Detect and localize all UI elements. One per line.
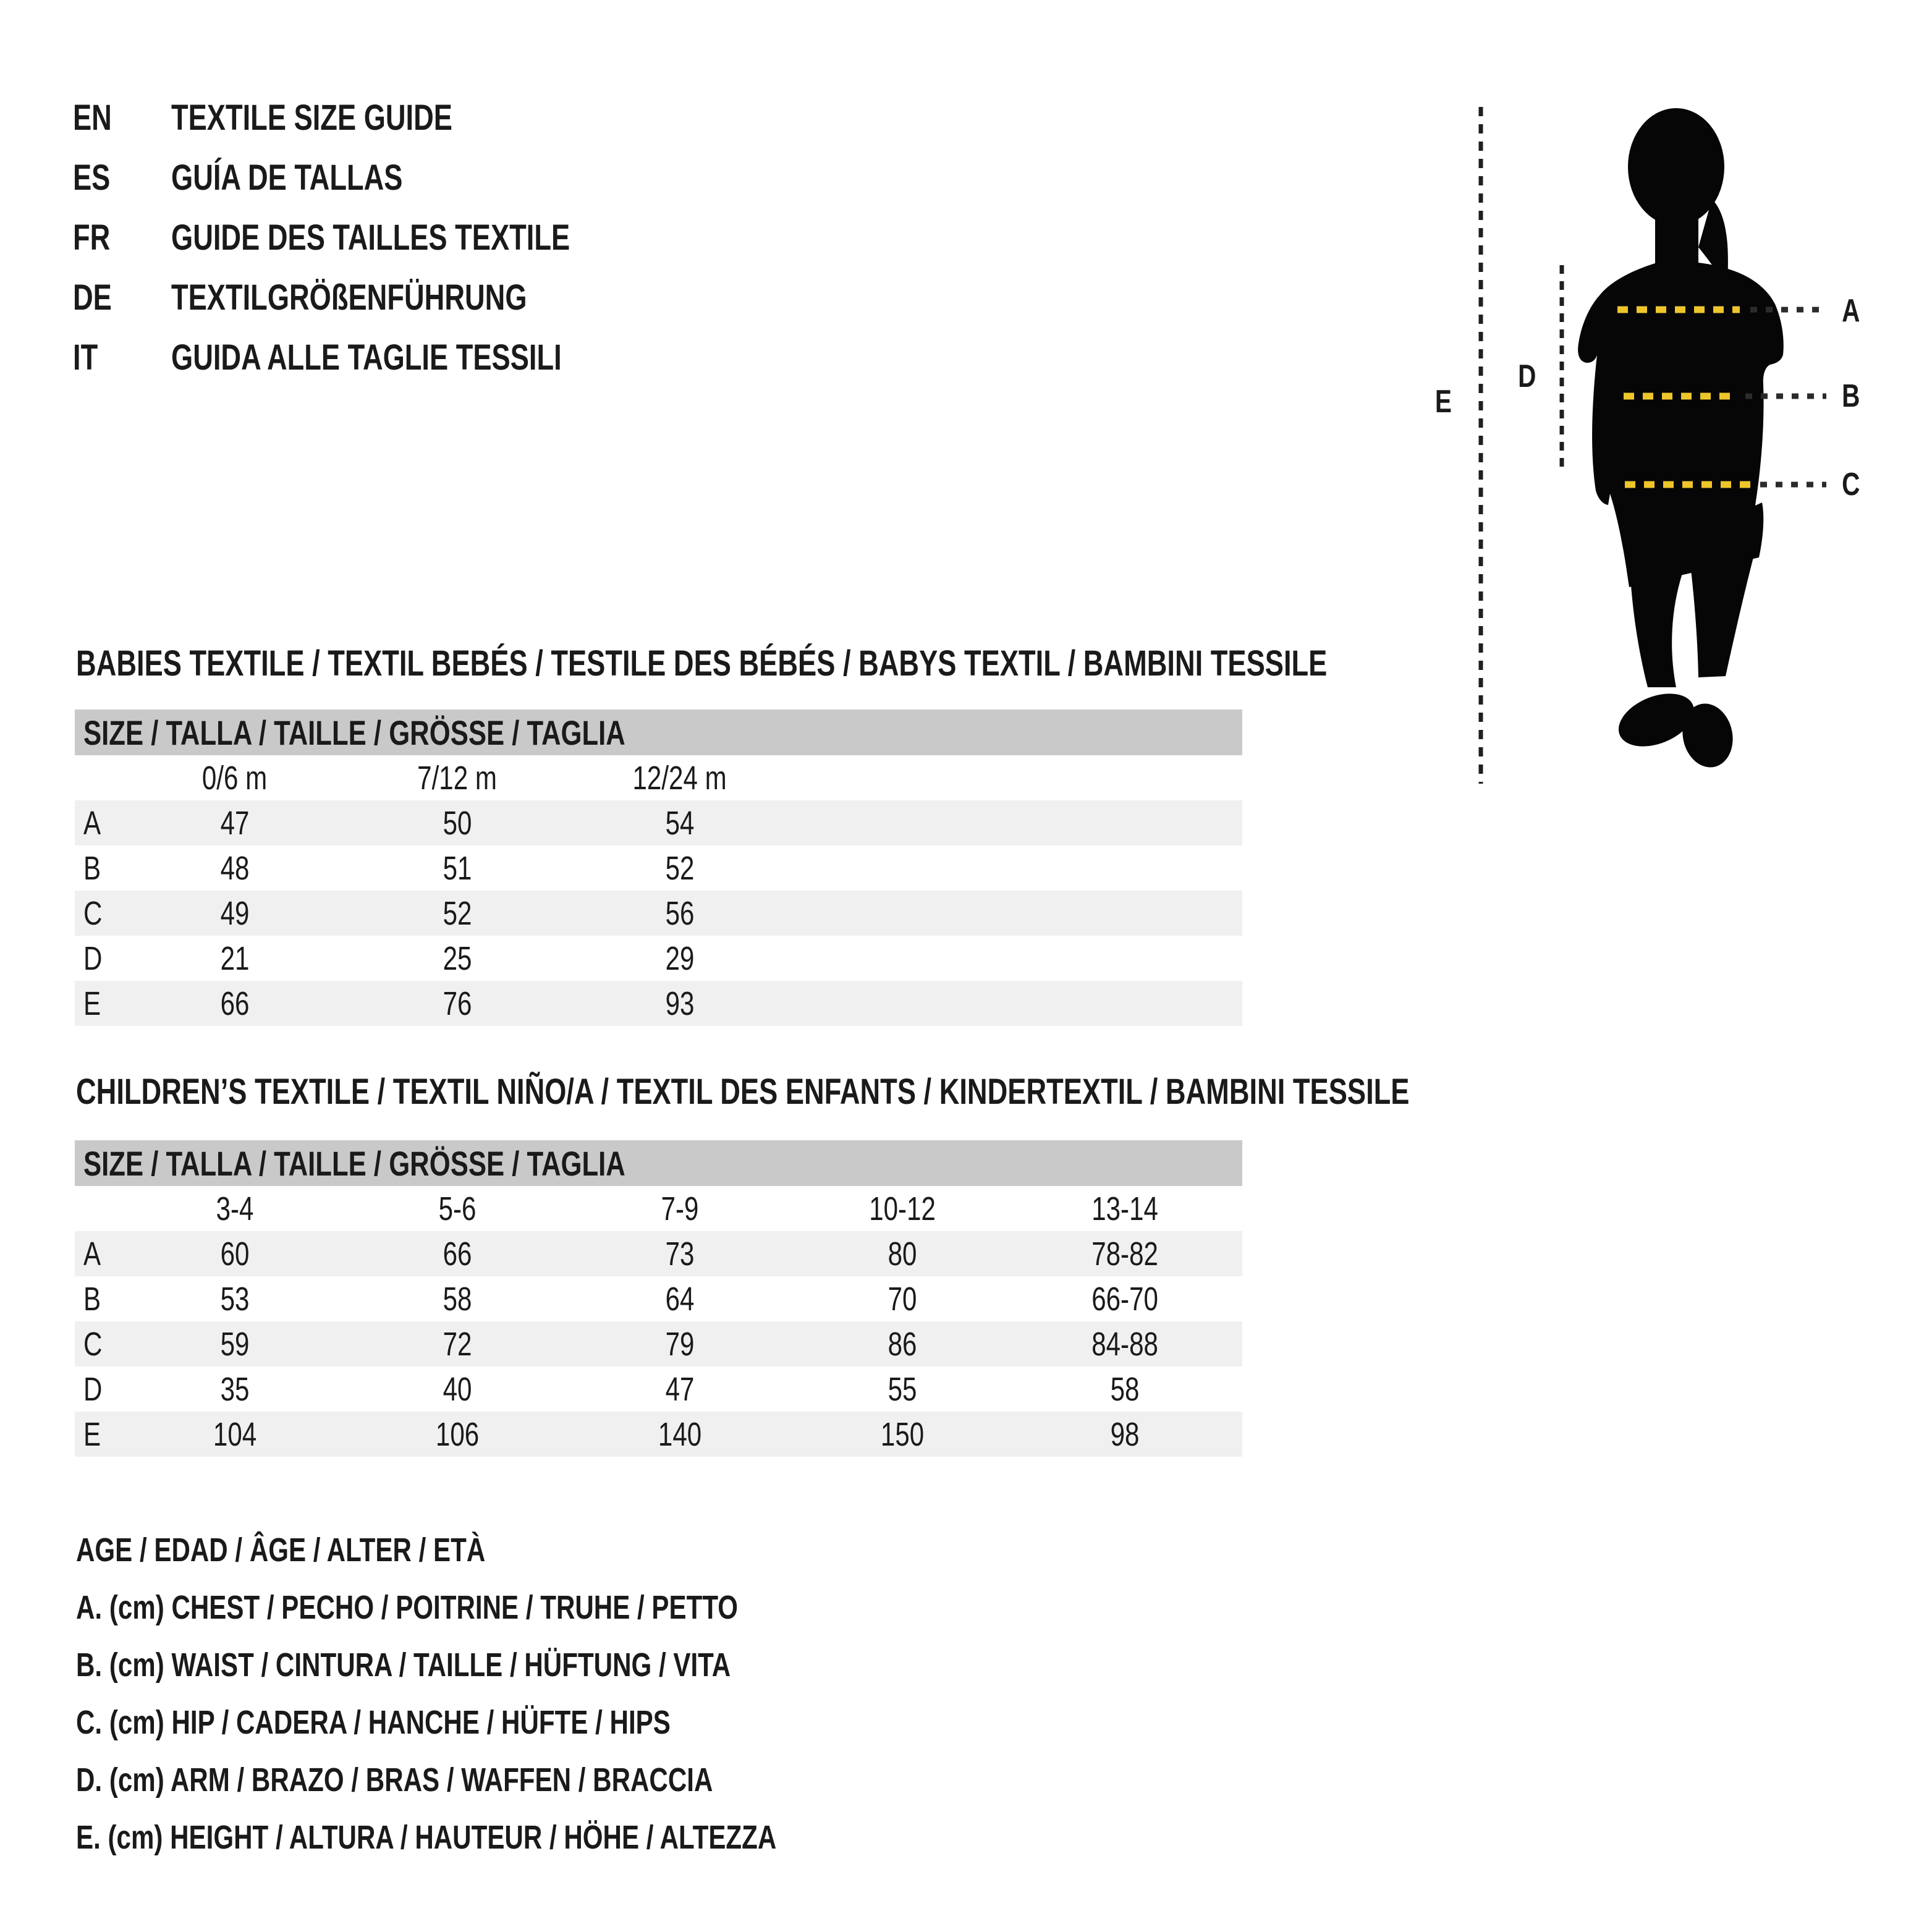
children-table-row-d xyxy=(75,1366,1242,1412)
babies-table-row-c xyxy=(75,891,1242,936)
row-label: B xyxy=(83,849,101,887)
table-cell: 29 xyxy=(665,939,695,977)
children-table-header-bar: SIZE / TALLA / TAILLE / GRÖSSE / TAGLIA xyxy=(75,1140,1242,1186)
table-cell: 72 xyxy=(443,1325,472,1363)
legend-height-e: E. (cm) HEIGHT / ALTURA / HAUTEUR / HÖHE / ALTEZZA xyxy=(76,1819,777,1856)
language-row-fr xyxy=(73,208,682,268)
legend-arm-d: D. (cm) ARM / BRAZO / BRAS / WAFFEN / BRACCIA xyxy=(76,1761,713,1799)
children-column-header: 10-12 xyxy=(869,1190,936,1227)
table-cell: 48 xyxy=(220,849,250,887)
children-column-header: 13-14 xyxy=(1091,1190,1158,1227)
row-label: E xyxy=(83,1415,101,1453)
children-table-row-a xyxy=(75,1231,1242,1276)
table-cell: 25 xyxy=(443,939,472,977)
table-cell: 106 xyxy=(435,1415,480,1453)
table-cell: 21 xyxy=(220,939,250,977)
table-cell: 86 xyxy=(888,1325,917,1363)
table-cell: 66-70 xyxy=(1091,1280,1158,1318)
babies-table-row-d xyxy=(75,936,1242,981)
language-row-en xyxy=(73,88,682,148)
table-cell: 98 xyxy=(1110,1415,1140,1453)
table-cell: 52 xyxy=(443,894,472,932)
figure-label-chest-a: A xyxy=(1842,293,1860,329)
measurement-legend xyxy=(76,1522,974,1866)
legend-age: AGE / EDAD / ÂGE / ALTER / ETÀ xyxy=(76,1532,486,1569)
babies-table-header-bar: SIZE / TALLA / TAILLE / GRÖSSE / TAGLIA xyxy=(75,710,1242,755)
guide-title-en: TEXTILE SIZE GUIDE xyxy=(171,98,452,138)
row-label: A xyxy=(83,1235,101,1273)
children-table-row-e xyxy=(75,1412,1242,1457)
row-label: D xyxy=(83,1370,103,1408)
table-cell: 80 xyxy=(888,1235,917,1273)
table-cell: 50 xyxy=(443,804,472,842)
children-column-header: 5-6 xyxy=(438,1190,477,1227)
language-row-it xyxy=(73,328,682,388)
table-cell: 66 xyxy=(220,985,250,1022)
table-cell: 73 xyxy=(665,1235,695,1273)
table-cell: 54 xyxy=(665,804,695,842)
table-cell: 51 xyxy=(443,849,472,887)
table-cell: 60 xyxy=(220,1235,250,1273)
row-label: C xyxy=(83,894,103,932)
table-cell: 56 xyxy=(665,894,695,932)
language-code: IT xyxy=(73,337,98,378)
children-column-header-row xyxy=(75,1186,1242,1231)
language-code: FR xyxy=(73,218,111,258)
children-table-row-b xyxy=(75,1276,1242,1321)
babies-table-row-a xyxy=(75,800,1242,845)
table-cell: 47 xyxy=(220,804,250,842)
guide-title-de: TEXTILGRÖßENFÜHRUNG xyxy=(171,278,527,318)
legend-chest-a: A. (cm) CHEST / PECHO / POITRINE / TRUHE / PETTO xyxy=(76,1589,739,1626)
child-silhouette-figure xyxy=(1421,87,1932,803)
table-cell: 64 xyxy=(665,1280,695,1318)
row-label: D xyxy=(83,939,103,977)
table-cell: 70 xyxy=(888,1280,917,1318)
table-cell: 76 xyxy=(443,985,472,1022)
table-cell: 58 xyxy=(1110,1370,1140,1408)
babies-column-header-row xyxy=(75,755,1242,800)
table-cell: 53 xyxy=(220,1280,250,1318)
language-code: EN xyxy=(73,98,112,138)
table-cell: 40 xyxy=(443,1370,472,1408)
row-label: E xyxy=(83,985,101,1022)
table-cell: 150 xyxy=(880,1415,925,1453)
babies-column-header: 12/24 m xyxy=(632,759,727,797)
table-cell: 84-88 xyxy=(1091,1325,1158,1363)
legend-waist-b: B. (cm) WAIST / CINTURA / TAILLE / HÜFTUNG / VITA xyxy=(76,1646,731,1684)
language-code: DE xyxy=(73,278,112,318)
table-cell: 93 xyxy=(665,985,695,1022)
figure-label-height-e: E xyxy=(1434,384,1452,420)
table-cell: 58 xyxy=(443,1280,472,1318)
children-column-header: 3-4 xyxy=(216,1190,254,1227)
children-table-row-c xyxy=(75,1321,1242,1366)
row-label: C xyxy=(83,1325,103,1363)
babies-section-title: BABIES TEXTILE / TEXTIL BEBÉS / TESTILE DES BÉBÉS / BABYS TEXTIL / BAMBINI TESSILE xyxy=(76,643,1328,684)
table-cell: 66 xyxy=(443,1235,472,1273)
table-cell: 140 xyxy=(658,1415,702,1453)
table-cell: 79 xyxy=(665,1325,695,1363)
figure-label-hip-c: C xyxy=(1842,467,1860,502)
table-cell: 47 xyxy=(665,1370,695,1408)
guide-title-it: GUIDA ALLE TAGLIE TESSILI xyxy=(171,337,562,378)
row-label: B xyxy=(83,1280,101,1318)
language-row-es xyxy=(73,148,682,208)
children-column-header: 7-9 xyxy=(661,1190,699,1227)
guide-title-es: GUÍA DE TALLAS xyxy=(171,158,403,198)
table-cell: 59 xyxy=(220,1325,250,1363)
babies-table-row-e xyxy=(75,981,1242,1026)
table-cell: 104 xyxy=(213,1415,257,1453)
children-section-title: CHILDREN’S TEXTILE / TEXTIL NIÑO/A / TEXTIL DES ENFANTS / KINDERTEXTIL / BAMBINI TESSILE xyxy=(76,1072,1410,1112)
legend-hip-c: C. (cm) HIP / CADERA / HANCHE / HÜFTE / HIPS xyxy=(76,1704,671,1741)
table-cell: 55 xyxy=(888,1370,917,1408)
babies-column-header: 0/6 m xyxy=(202,759,268,797)
figure-label-waist-b: B xyxy=(1842,378,1860,414)
table-cell: 49 xyxy=(220,894,250,932)
language-code: ES xyxy=(73,158,111,198)
figure-label-arm-d: D xyxy=(1518,358,1536,394)
language-header xyxy=(73,88,682,388)
table-cell: 78-82 xyxy=(1091,1235,1158,1273)
babies-table-row-b xyxy=(75,845,1242,891)
guide-title-fr: GUIDE DES TAILLES TEXTILE xyxy=(171,218,570,258)
babies-column-header: 7/12 m xyxy=(417,759,498,797)
language-row-de xyxy=(73,268,682,328)
row-label: A xyxy=(83,804,101,842)
table-cell: 52 xyxy=(665,849,695,887)
table-cell: 35 xyxy=(220,1370,250,1408)
